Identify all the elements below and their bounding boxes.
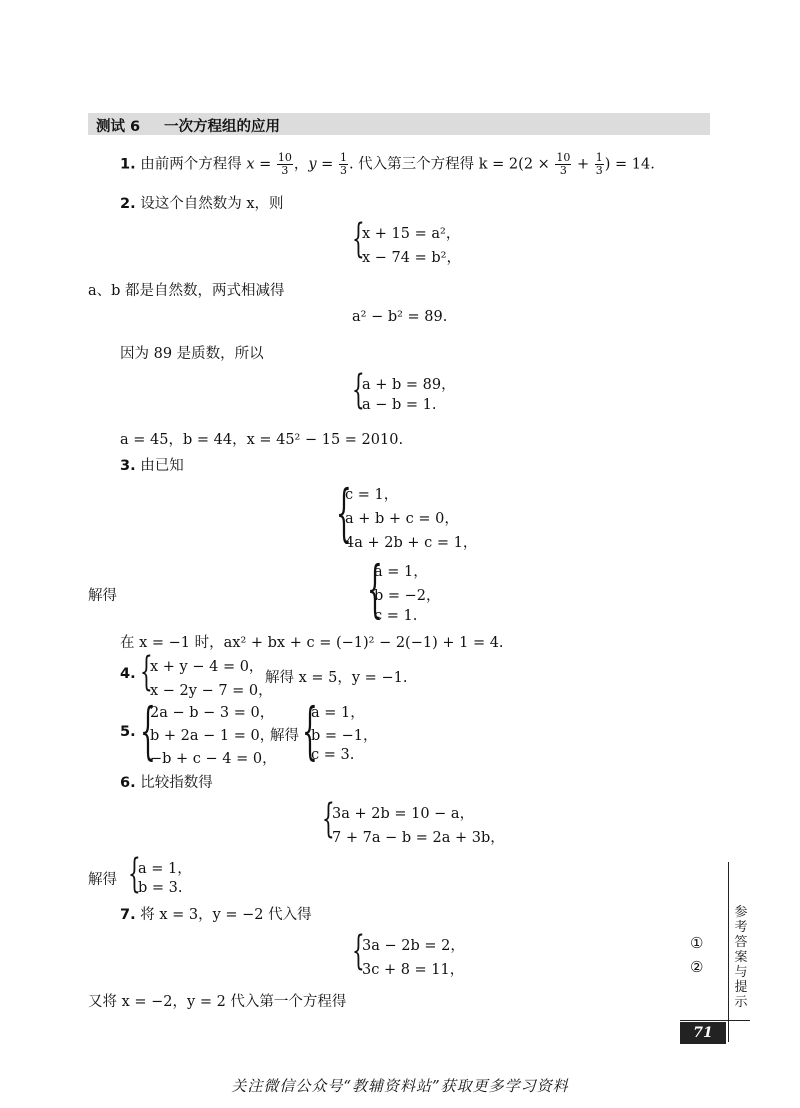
math: (2 ×	[518, 156, 555, 173]
section-header	[88, 113, 710, 135]
numerator: 10	[556, 151, 571, 164]
fraction	[595, 152, 604, 177]
problem-2	[120, 192, 284, 213]
text: 由前两个方程得	[140, 156, 247, 173]
equation: x − 2y − 7 = 0，	[150, 683, 273, 699]
brace: {	[352, 928, 365, 974]
brace: {	[140, 649, 153, 695]
problem-number: 7.	[120, 907, 136, 923]
equation: a = 1，	[138, 861, 192, 877]
brace: {	[336, 476, 352, 549]
fraction	[277, 152, 293, 177]
text: a = 45，b = 44，x = 45² − 15 = 2010.	[120, 432, 404, 448]
equation: b + 2a − 1 = 0，	[150, 728, 275, 744]
text: 解得	[270, 728, 299, 744]
text: 又将 x = −2，y = 2 代入第一个方程得	[88, 994, 347, 1010]
text: 设这个自然数为 x，则	[140, 196, 284, 212]
problem-number: 3.	[120, 458, 136, 474]
brace: {	[367, 552, 383, 625]
text: 在 x = −1 时，ax² + bx + c = (−1)² − 2(−1) + 1 = 4.	[120, 635, 504, 651]
numerator: 1	[339, 151, 347, 164]
fraction	[555, 152, 571, 177]
equation: 2a − b − 3 = 0，	[150, 705, 275, 721]
problem-1	[120, 152, 655, 177]
problem-number: 5.	[120, 724, 136, 740]
equation: 7 + 7a − b = 2a + 3b，	[332, 830, 505, 846]
denominator: 3	[595, 164, 603, 177]
test-label: 测试 6	[96, 119, 141, 135]
equation: −b + c − 4 = 0，	[150, 751, 277, 767]
denominator: 3	[559, 164, 567, 177]
problem-number: 4.	[120, 666, 136, 682]
text: 解得 x = 5，y = −1.	[265, 670, 408, 686]
section-title: 一次方程组的应用	[164, 119, 280, 135]
equation: x + 15 = a²，	[362, 226, 461, 242]
equation-marker: ①	[690, 934, 704, 952]
equation: 3a + 2b = 10 − a，	[332, 806, 475, 822]
side-section-label: 参考答案与提示	[734, 905, 748, 1010]
equation: a = 1，	[311, 705, 365, 721]
equation: 4a + 2b + c = 1，	[345, 535, 478, 551]
equation: c = 3.	[311, 747, 355, 763]
side-divider	[728, 862, 729, 1042]
equation: b = −2，	[374, 588, 441, 604]
text: 比较指数得	[140, 775, 213, 791]
problem-6	[120, 771, 213, 792]
page-number: 71	[680, 1022, 726, 1044]
equation: 3a − 2b = 2，	[362, 938, 465, 954]
brace: {	[140, 694, 156, 767]
math: x =	[246, 156, 276, 173]
equation: b = −1，	[311, 728, 378, 744]
equation: x − 74 = b²，	[362, 250, 461, 266]
problem-number: 2.	[120, 196, 136, 212]
math: y =	[308, 156, 338, 173]
math: ) = 14.	[604, 156, 655, 173]
fraction	[339, 152, 348, 177]
problem-number: 6.	[120, 775, 136, 791]
equation: a = 1，	[374, 564, 428, 580]
text: ，	[293, 156, 309, 173]
text: 解得	[88, 872, 117, 888]
brace: {	[322, 796, 335, 842]
page-rule	[680, 1020, 750, 1021]
equation: 3c + 8 = 11，	[362, 962, 465, 978]
brace: {	[302, 694, 318, 767]
equation: c = 1.	[374, 608, 418, 624]
problem-number: 1.	[120, 156, 136, 173]
equation: a + b = 89，	[362, 377, 456, 393]
text: 解得	[88, 588, 117, 604]
problem-7	[120, 903, 312, 924]
equation: a² − b² = 89.	[352, 309, 448, 325]
equation-marker: ②	[690, 958, 704, 976]
brace: {	[352, 216, 365, 262]
footer-note: 关注微信公众号“教辅资料站”获取更多学习资料	[231, 1077, 569, 1095]
equation: a + b + c = 0，	[345, 511, 459, 527]
problem-3	[120, 454, 184, 475]
equation: c = 1，	[345, 487, 399, 503]
text: . 代入第三个方程得 k = 2	[348, 156, 519, 173]
equation: x + y − 4 = 0，	[150, 659, 264, 675]
denominator: 3	[281, 164, 289, 177]
numerator: 1	[595, 151, 603, 164]
equation: b = 3.	[138, 880, 183, 896]
numerator: 10	[277, 151, 292, 164]
text: a、b 都是自然数，两式相减得	[88, 283, 285, 299]
text: 因为 89 是质数，所以	[120, 346, 264, 362]
text: 由已知	[140, 458, 184, 474]
equation: a − b = 1.	[362, 397, 437, 413]
text: 将 x = 3，y = −2 代入得	[140, 907, 312, 923]
denominator: 3	[339, 164, 347, 177]
math: +	[572, 156, 594, 173]
brace: {	[128, 851, 141, 897]
brace: {	[352, 367, 365, 413]
